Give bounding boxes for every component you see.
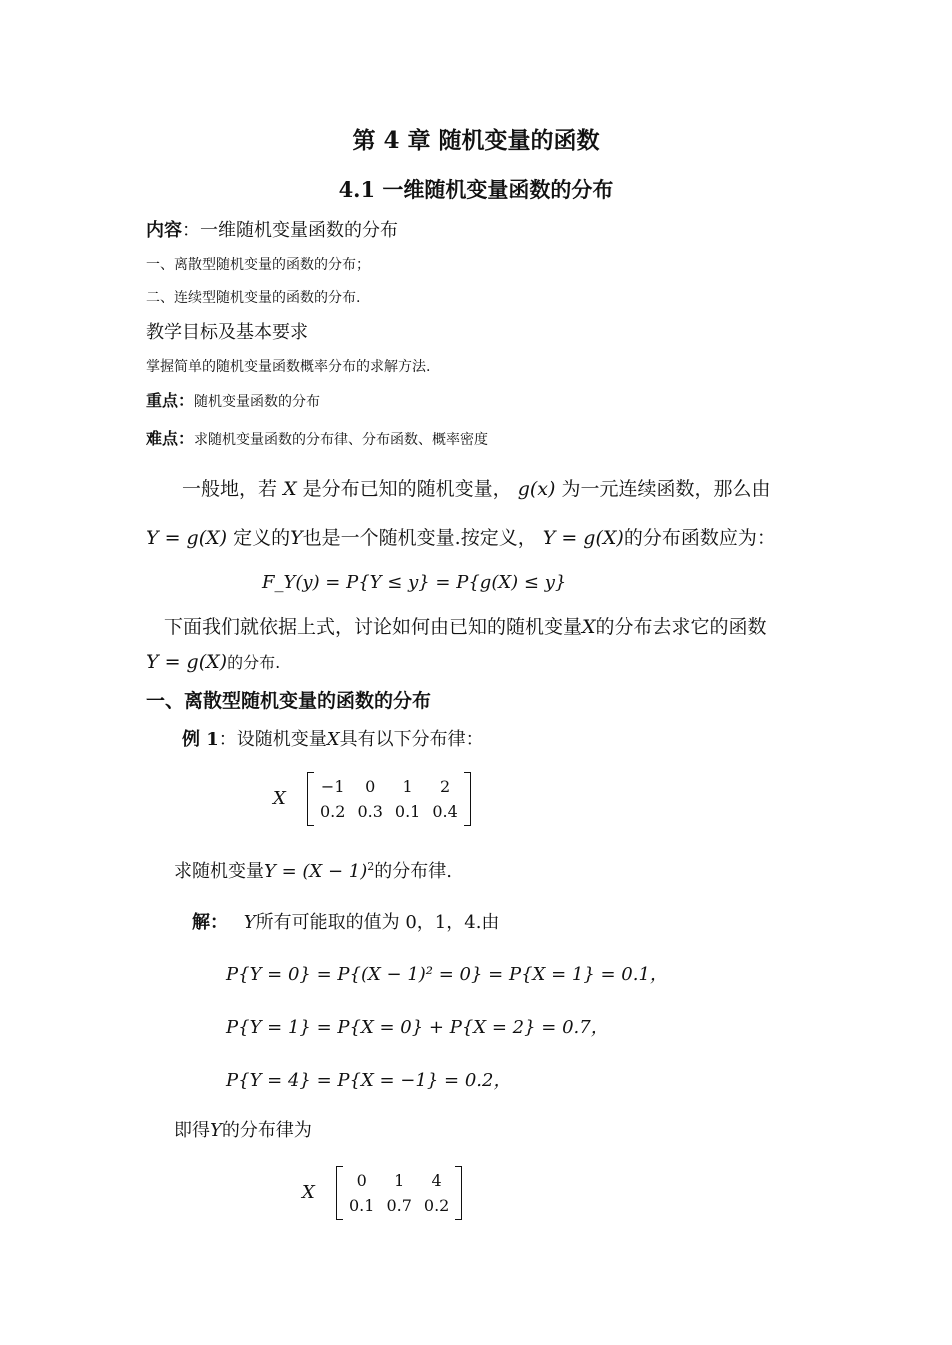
example1-line [182,725,484,751]
formula-cdf: F_Y(y) = P{Y ≤ y} = P{g(X) ≤ y} [262,572,567,593]
difficulty-line [146,426,488,449]
para2-text-b: 的分布去求它的函数 [595,616,767,638]
question-eq: Y = (X − 1) [264,861,368,882]
matrix2-prob: 0.1 [349,1196,375,1215]
difficulty-text: 求随机变量函数的分布律、分布函数、概率密度 [194,432,489,448]
result-text-a: 即得 [174,1120,210,1141]
question-text-a: 求随机变量 [174,861,264,882]
result-line [174,1116,312,1142]
para1-text-c: 为一元连续函数，那么由 [561,478,771,500]
para1-line2-b: 也是一个随机变量.按定义， [302,527,537,549]
solution-label: 解： [192,912,228,933]
matrix1-value: 0 [365,777,376,796]
question-text-b: 的分布律. [374,861,452,882]
example1-text-a: 设随机变量 [236,729,327,750]
matrix1-label: X [273,788,286,809]
section1-heading: 一、离散型随机变量的函数的分布 [146,690,432,712]
matrix1-prob: 0.3 [357,802,383,821]
solution-line [192,908,499,934]
eq-line-3: P{Y = 4} = P{X = −1} = 0.2， [226,1070,512,1091]
para2-line2 [146,650,280,673]
eq-y-gx: Y = g(X) [146,527,228,549]
matrix2-prob: 0.7 [386,1196,412,1215]
para1-line2-c: 的分布函数应为： [623,527,776,549]
content-item-1: 一、离散型随机变量的函数的分布； [146,257,370,273]
result-text-b: 的分布律为 [221,1120,312,1141]
example1-label: 例 1 [182,729,219,750]
eq-line-1: P{Y = 0} = P{(X − 1)² = 0} = P{X = 1} = 0.1， [226,964,668,985]
para2-line2-a: 的分布. [227,653,281,672]
section-title: 4.1 一维随机变量函数的分布 [338,177,614,202]
chapter-title: 第 4 章 随机变量的函数 [352,127,600,154]
para2-line1 [164,612,767,639]
key-point-sep: ： [178,391,195,410]
goals-heading: 教学目标及基本要求 [146,322,308,343]
matrix1-value: 1 [402,777,413,796]
matrix1-prob: 0.2 [320,802,346,821]
content-line [146,216,398,242]
matrix1-prob: 0.4 [432,802,458,821]
para2-text-a: 下面我们就依据上式，讨论如何由已知的随机变量 [164,616,583,638]
matrix2-value: 0 [356,1171,367,1190]
question-line [174,857,452,883]
matrix1-value: 2 [439,777,451,796]
matrix2-value: 1 [394,1171,405,1190]
content-text: 一维随机变量函数的分布 [200,220,398,241]
eq-y-gx-2: Y = g(X) [542,527,624,549]
var-x-3: X [326,729,340,750]
eq-line-2: P{Y = 1} = P{X = 0} + P{X = 2} = 0.7， [226,1017,609,1038]
var-x: X [283,478,297,500]
matrix1-prob: 0.1 [394,802,421,821]
para1-line2 [146,523,776,550]
matrix1 [307,772,471,826]
example1-text-b: 具有以下分布律： [339,729,484,750]
key-point-line [146,388,320,411]
para1-text-a: 一般地，若 [182,478,278,500]
matrix1-value: −1 [320,777,345,796]
difficulty-sep: ： [178,429,195,448]
var-y-2: Y [243,912,256,933]
eq-y-gx-3: Y = g(X) [146,651,228,673]
goals-text: 掌握简单的随机变量函数概率分布的求解方法. [146,359,431,375]
content-sep: ： [182,220,200,241]
var-y: Y [290,527,303,549]
var-x-2: X [582,616,596,638]
matrix2-value: 4 [431,1171,442,1190]
content-item-2: 二、连续型随机变量的函数的分布. [146,290,361,306]
matrix2-prob: 0.2 [423,1196,450,1215]
solution-text: 所有可能取的值为 0，1，4.由 [255,912,500,933]
para1-line1 [182,474,770,501]
question-exp: 2 [367,860,375,873]
matrix2-label: X [302,1182,315,1203]
para1-text-b: 是分布已知的随机变量， [302,478,512,500]
gx-expr: g(x) [517,478,556,500]
difficulty-label: 难点 [146,429,179,448]
example1-sep: ： [218,729,237,750]
key-point-label: 重点 [146,391,179,410]
key-point-text: 随机变量函数的分布 [194,394,321,410]
para1-line2-a: 定义的 [233,527,291,549]
matrix2 [336,1166,462,1220]
var-y-3: Y [210,1120,222,1141]
content-label: 内容 [146,220,182,241]
